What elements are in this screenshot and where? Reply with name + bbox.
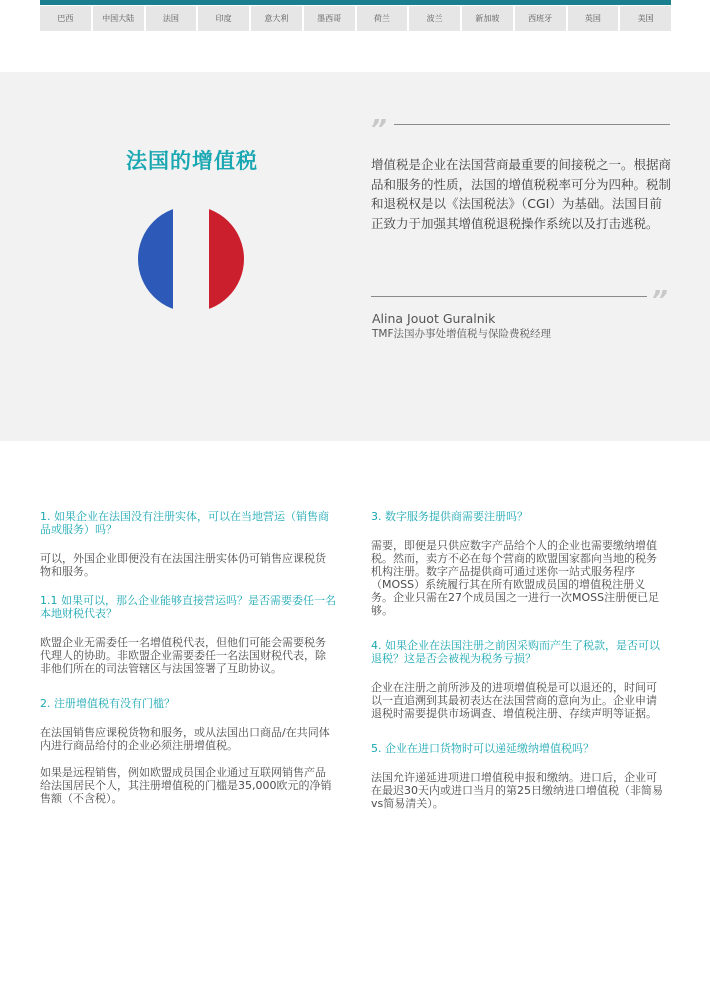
faq-question: 3. 数字服务提供商需要注册吗？ (371, 510, 528, 523)
faq-answer: 如果是远程销售，例如欧盟成员国企业通过互联网销售产品给法国居民个人，其注册增值税的门槛是35,000欧元的净销售额（不含税）。 (40, 766, 332, 805)
faq-question: 5. 企业在进口货物时可以递延缴纳增值税吗？ (371, 742, 594, 755)
quote-mark-icon: ” (651, 286, 668, 316)
divider (394, 124, 670, 125)
faq-answer: 在法国销售应课税货物和服务，或从法国出口商品/在共同体内进行商品给付的企业必须注册增值税。 (40, 726, 330, 752)
page-title: 法国的增值税 (126, 149, 258, 173)
quote-text: 增值税是企业在法国营商最重要的间接税之一。根据商品和服务的性质，法国的增值税税率可分为四种。税制和退税权是以《法国税法》（CGI）为基础。法国目前正致力于加强其增值税退税操作系统以及打击逃税。 (371, 157, 672, 231)
country-tab[interactable]: 法国 (146, 6, 197, 31)
author-name: Alina Jouot Guralnik (372, 311, 496, 326)
country-tab[interactable]: 新加坡 (462, 6, 513, 31)
france-flag-icon (138, 206, 244, 312)
flag-white-band (173, 206, 208, 312)
country-tab[interactable]: 荷兰 (357, 6, 408, 31)
faq-answer: 企业在注册之前所涉及的进项增值税是可以退还的，时间可以一直追溯到其最初表达在法国营商的意向为止。企业申请退税时需要提供市场调查、增值税注册、存续声明等证据。 (371, 681, 657, 720)
faq-question: 2. 注册增值税有没有门槛？ (40, 697, 175, 710)
country-tab[interactable]: 西班牙 (515, 6, 566, 31)
country-tab[interactable]: 英国 (568, 6, 619, 31)
country-tab[interactable]: 中国大陆 (93, 6, 144, 31)
faq-left-column (40, 510, 336, 805)
hero-panel (0, 72, 710, 441)
country-tab[interactable]: 巴西 (40, 6, 91, 31)
faq-question: 1.1 如果可以，那么企业能够直接营运吗？是否需要委任一名本地财税代表？ (40, 594, 336, 620)
faq-question: 1. 如果企业在法国没有注册实体，可以在当地营运（销售商品或服务）吗？ (40, 510, 329, 536)
author-role: TMF法国办事处增值税与保险费税经理 (372, 328, 552, 340)
faq-right-column (371, 510, 667, 810)
quote-mark-icon: ” (370, 115, 387, 145)
country-nav (40, 6, 671, 31)
faq-question: 4. 如果企业在法国注册之前因采购而产生了税款，是否可以退税？这是否会被视为税务亏损？ (371, 639, 660, 665)
faq-answer: 欧盟企业无需委任一名增值税代表，但他们可能会需要税务代理人的协助。非欧盟企业需要委任一名法国财税代表，除非他们所在的司法管辖区与法国签署了互助协议。 (40, 636, 326, 675)
top-accent-bar (40, 0, 671, 5)
country-tab[interactable]: 意大利 (251, 6, 302, 31)
divider (371, 296, 647, 297)
country-tab[interactable]: 墨西哥 (304, 6, 355, 31)
faq-answer: 需要，即便是只供应数字产品给个人的企业也需要缴纳增值税。然而，卖方不必在每个营商的欧盟国家都向当地的税务机构注册。数字产品提供商可通过迷你一站式服务程序（MOSS）系统履行其在所有欧盟成员国的增值税注册义务。企业只需在27个成员国之一进行一次MOSS注册便已足够。 (371, 539, 660, 617)
faq-answer: 法国允许递延进项进口增值税申报和缴纳。进口后，企业可在最迟30天内或进口当月的第25日缴纳进口增值税（非简易vs简易清关）。 (371, 771, 663, 810)
country-tab[interactable]: 印度 (198, 6, 249, 31)
faq-answer: 可以，外国企业即便没有在法国注册实体仍可销售应课税货物和服务。 (40, 552, 326, 578)
country-tab[interactable]: 波兰 (409, 6, 460, 31)
country-tab[interactable]: 美国 (620, 6, 671, 31)
